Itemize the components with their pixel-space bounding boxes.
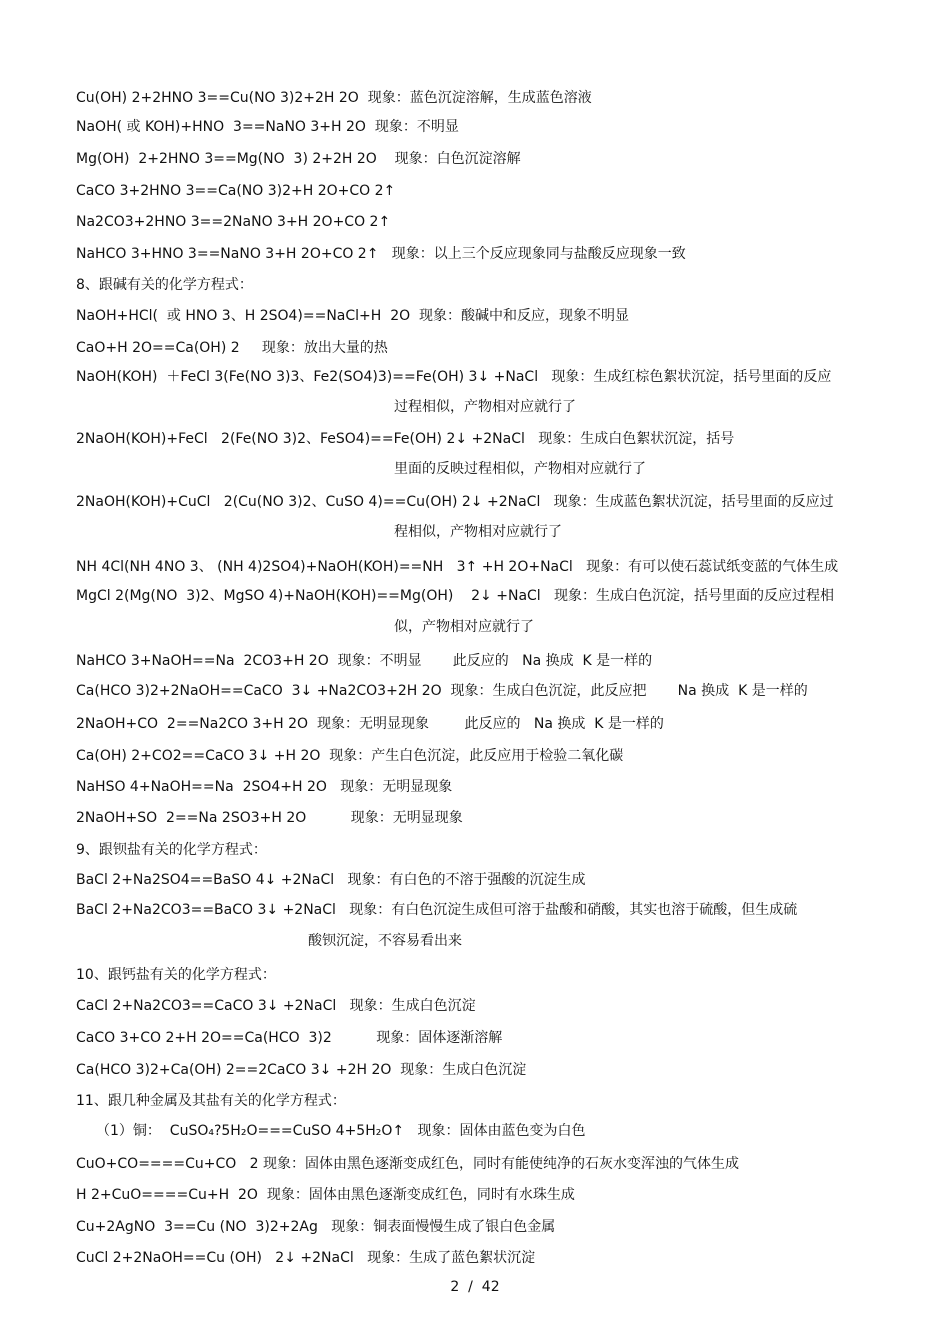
text-line: Ca(OH) 2+CO2==CaCO 3↓ +H 2O 现象：产生白色沉淀，此反应用于检验二氧化碳 [76, 748, 624, 764]
text-line-continuation: 似，产物相对应就行了 [394, 619, 534, 635]
section-heading: 11、跟几种金属及其盐有关的化学方程式： [76, 1093, 346, 1109]
text-line: NaHSO 4+NaOH==Na 2SO4+H 2O 现象：无明显现象 [76, 779, 453, 795]
text-line: 2NaOH+SO 2==Na 2SO3+H 2O 现象：无明显现象 [76, 810, 463, 826]
page-number: 2 / 42 [450, 1279, 500, 1295]
text-line-continuation: 里面的反映过程相似，产物相对应就行了 [394, 461, 646, 477]
text-line: NH 4Cl(NH 4NO 3、 (NH 4)2SO4)+NaOH(KOH)==NH 3↑ +H 2O+NaCl 现象：有可以使石蕊试纸变蓝的气体生成 [76, 559, 839, 575]
section-heading: 9、跟钡盐有关的化学方程式： [76, 842, 267, 858]
text-line: NaOH+HCl( 或 HNO 3、H 2SO4)==NaCl+H 2O 现象：酸碱中和反应，现象不明显 [76, 308, 630, 324]
text-line: Mg(OH) 2+2HNO 3==Mg(NO 3) 2+2H 2O 现象：白色沉淀溶解 [76, 151, 521, 167]
text-line: CuCl 2+2NaOH==Cu (OH) 2↓ +2NaCl 现象：生成了蓝色絮状沉淀 [76, 1250, 536, 1266]
text-line: NaOH( 或 KOH)+HNO 3==NaNO 3+H 2O 现象：不明显 [76, 119, 459, 135]
text-line: NaHCO 3+HNO 3==NaNO 3+H 2O+CO 2↑ 现象：以上三个反应现象同与盐酸反应现象一致 [76, 246, 686, 262]
text-line: （1）铜： CuSO₄?5H₂O===CuSO 4+5H₂O↑ 现象：固体由蓝色变为白色 [96, 1123, 586, 1139]
text-line: NaHCO 3+NaOH==Na 2CO3+H 2O 现象：不明显 此反应的 Na 换成 K 是一样的 [76, 653, 653, 669]
text-line-continuation: 程相似，产物相对应就行了 [394, 524, 562, 540]
text-line: CaCl 2+Na2CO3==CaCO 3↓ +2NaCl 现象：生成白色沉淀 [76, 998, 476, 1014]
text-line: CaCO 3+2HNO 3==Ca(NO 3)2+H 2O+CO 2↑ [76, 183, 396, 199]
text-line: 2NaOH(KOH)+CuCl 2(Cu(NO 3)2、CuSO 4)==Cu(OH) 2↓ +2NaCl 现象：生成蓝色絮状沉淀，括号里面的反应过 [76, 494, 834, 510]
text-line-continuation: 酸钡沉淀，不容易看出来 [308, 933, 462, 949]
text-line: Ca(HCO 3)2+2NaOH==CaCO 3↓ +Na2CO3+2H 2O 现象：生成白色沉淀，此反应把 Na 换成 K 是一样的 [76, 683, 808, 699]
text-line: 2NaOH+CO 2==Na2CO 3+H 2O 现象：无明显现象 此反应的 Na 换成 K 是一样的 [76, 716, 664, 732]
section-heading: 10、跟钙盐有关的化学方程式： [76, 967, 276, 983]
text-line: CaO+H 2O==Ca(OH) 2 现象：放出大量的热 [76, 340, 388, 356]
text-line: 2NaOH(KOH)+FeCl 2(Fe(NO 3)2、FeSO4)==Fe(OH) 2↓ +2NaCl 现象：生成白色絮状沉淀，括号 [76, 431, 735, 447]
text-line: BaCl 2+Na2SO4==BaSO 4↓ +2NaCl 现象：有白色的不溶于强酸的沉淀生成 [76, 872, 586, 888]
text-line: BaCl 2+Na2CO3==BaCO 3↓ +2NaCl 现象：有白色沉淀生成但可溶于盐酸和硝酸，其实也溶于硫酸，但生成硫 [76, 902, 798, 918]
text-line: MgCl 2(Mg(NO 3)2、MgSO 4)+NaOH(KOH)==Mg(OH) 2↓ +NaCl 现象：生成白色沉淀，括号里面的反应过程相 [76, 588, 835, 604]
text-line: H 2+CuO====Cu+H 2O 现象：固体由黑色逐渐变成红色，同时有水珠生成 [76, 1187, 575, 1203]
text-line: NaOH(KOH) ＋FeCl 3(Fe(NO 3)3、Fe2(SO4)3)==Fe(OH) 3↓ +NaCl 现象：生成红棕色絮状沉淀，括号里面的反应 [76, 369, 832, 385]
section-heading: 8、跟碱有关的化学方程式： [76, 277, 253, 293]
text-line: Na2CO3+2HNO 3==2NaNO 3+H 2O+CO 2↑ [76, 214, 391, 230]
text-line: CaCO 3+CO 2+H 2O==Ca(HCO 3)2 现象：固体逐渐溶解 [76, 1030, 503, 1046]
text-line: CuO+CO====Cu+CO 2 现象：固体由黑色逐渐变成红色，同时有能使纯净的石灰水变浑浊的气体生成 [76, 1156, 739, 1172]
text-line-continuation: 过程相似，产物相对应就行了 [394, 399, 576, 415]
text-line: Ca(HCO 3)2+Ca(OH) 2==2CaCO 3↓ +2H 2O 现象：生成白色沉淀 [76, 1062, 527, 1078]
text-line: Cu(OH) 2+2HNO 3==Cu(NO 3)2+2H 2O 现象：蓝色沉淀溶解，生成蓝色溶液 [76, 90, 592, 106]
text-line: Cu+2AgNO 3==Cu (NO 3)2+2Ag 现象：铜表面慢慢生成了银白色金属 [76, 1219, 556, 1235]
